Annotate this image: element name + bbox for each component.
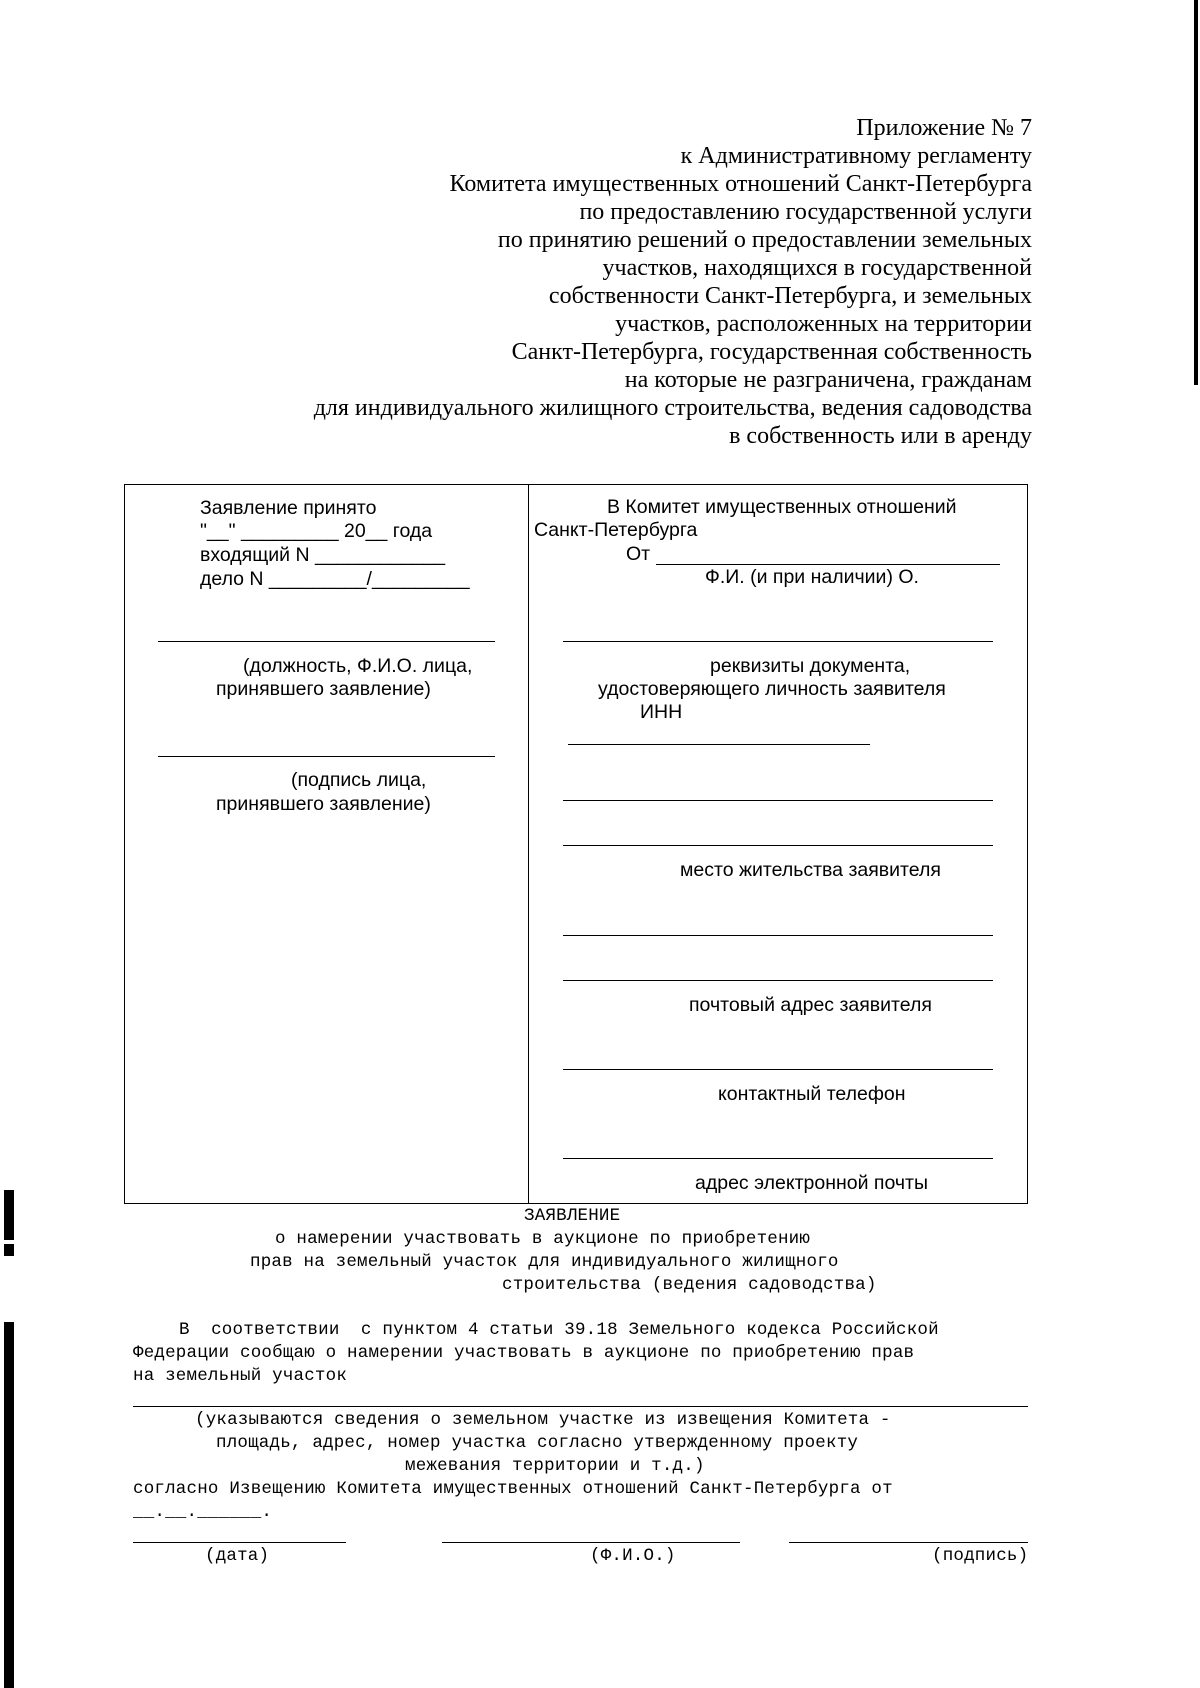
header-line: в собственность или в аренду (729, 423, 1032, 449)
postal-address-line[interactable] (563, 935, 993, 936)
id-document-caption: удостоверяющего личность заявителя (598, 678, 946, 700)
statement-subtitle: о намерении участвовать в аукционе по приобретению (275, 1229, 811, 1249)
case-number-field[interactable]: дело N _________/_________ (200, 568, 470, 590)
fio-caption: Ф.И. (и при наличии) О. (705, 566, 919, 588)
land-plot-details-line[interactable] (133, 1406, 1028, 1407)
position-line[interactable] (158, 641, 495, 642)
residence-line[interactable] (563, 845, 993, 846)
header-line: участков, расположенных на территории (615, 311, 1032, 337)
email-line[interactable] (563, 1158, 993, 1159)
signature-caption: принявшего заявление) (216, 793, 431, 815)
addressee-line: Санкт-Петербурга (534, 519, 698, 541)
phone-caption: контактный телефон (718, 1083, 906, 1105)
name-signature-line[interactable] (442, 1542, 740, 1543)
signature-line[interactable] (789, 1542, 1028, 1543)
header-line: Комитета имущественных отношений Санкт-Петербурга (449, 171, 1032, 197)
notice-date-field[interactable]: __.__.______. (133, 1502, 273, 1522)
residence-line[interactable] (563, 800, 993, 801)
scan-edge-artifact (4, 1244, 14, 1256)
header-line: к Административному регламенту (680, 143, 1032, 169)
signature-caption: (подпись) (932, 1546, 1029, 1566)
header-line: Приложение № 7 (856, 115, 1032, 141)
statement-title: ЗАЯВЛЕНИЕ (524, 1206, 621, 1226)
form-box-divider (528, 484, 529, 1204)
inn-line[interactable] (568, 744, 870, 745)
header-line: по предоставлению государственной услуги (579, 199, 1032, 225)
name-caption: (Ф.И.О.) (590, 1546, 676, 1566)
phone-line[interactable] (563, 1069, 993, 1070)
position-caption: принявшего заявление) (216, 678, 431, 700)
land-plot-note: межевания территории и т.д.) (405, 1456, 705, 1476)
date-signature-line[interactable] (133, 1542, 346, 1543)
scan-edge-artifact (4, 1322, 14, 1688)
land-plot-note: площадь, адрес, номер участка согласно утвержденному проекту (216, 1433, 859, 1453)
inn-label: ИНН (640, 701, 683, 723)
statement-subtitle: прав на земельный участок для индивидуального жилищного (250, 1252, 839, 1272)
from-name-line[interactable] (656, 564, 1000, 565)
header-line: для индивидуального жилищного строительства, ведения садоводства (313, 395, 1032, 421)
statement-body: В соответствии с пунктом 4 статьи 39.18 Земельного кодекса Российской (179, 1320, 939, 1340)
accepted-date-field[interactable]: "__" _________ 20__ года (200, 520, 433, 542)
id-document-line[interactable] (563, 641, 993, 642)
scan-edge-artifact (1194, 0, 1198, 385)
statement-body: на земельный участок (133, 1366, 348, 1386)
incoming-number-field[interactable]: входящий N ____________ (200, 544, 446, 566)
email-caption: адрес электронной почты (695, 1172, 928, 1194)
header-line: по принятию решений о предоставлении земельных (497, 227, 1032, 253)
signature-caption: (подпись лица, (291, 769, 427, 791)
header-line: собственности Санкт-Петербурга, и земельных (548, 283, 1032, 309)
from-label: От (626, 543, 651, 565)
header-line: Санкт-Петербурга, государственная собственность (511, 339, 1032, 365)
notice-reference: согласно Извещению Комитета имущественных отношений Санкт-Петербурга от (133, 1479, 893, 1499)
appendix-header (132, 114, 1032, 450)
postal-address-line[interactable] (563, 980, 993, 981)
signature-line[interactable] (158, 756, 495, 757)
statement-subtitle: строительства (ведения садоводства) (502, 1275, 877, 1295)
postal-address-caption: почтовый адрес заявителя (689, 994, 932, 1016)
accepted-label: Заявление принято (200, 497, 377, 519)
date-caption: (дата) (205, 1546, 270, 1566)
statement-body: Федерации сообщаю о намерении участвовать в аукционе по приобретению прав (133, 1343, 915, 1363)
id-document-caption: реквизиты документа, (710, 655, 911, 677)
addressee-line: В Комитет имущественных отношений (607, 496, 957, 518)
residence-caption: место жительства заявителя (680, 859, 941, 881)
header-line: участков, находящихся в государственной (602, 255, 1032, 281)
header-line: на которые не разграничена, гражданам (624, 367, 1032, 393)
scan-edge-artifact (4, 1190, 14, 1240)
land-plot-note: (указываются сведения о земельном участке из извещения Комитета - (195, 1410, 891, 1430)
position-caption: (должность, Ф.И.О. лица, (243, 655, 473, 677)
